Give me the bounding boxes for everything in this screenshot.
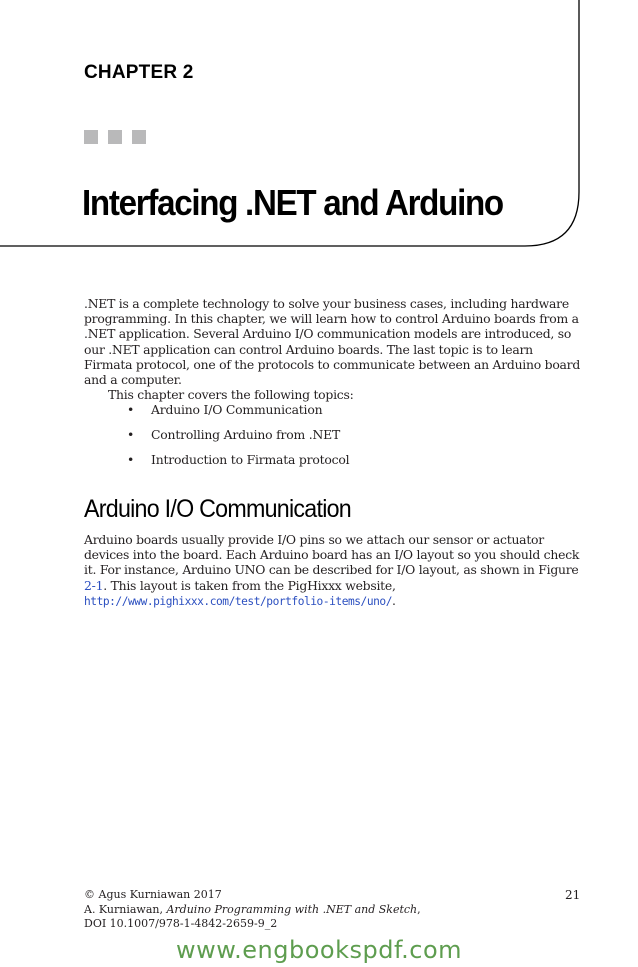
topics-lead-in: This chapter covers the following topics: <box>108 387 354 403</box>
list-item <box>127 427 349 452</box>
chapter-label: CHAPTER 2 <box>84 62 194 83</box>
section-paragraph <box>84 532 584 609</box>
citation-suffix: , <box>417 902 421 916</box>
topic-text: Controlling Arduino from .NET <box>151 427 341 442</box>
bullet-icon: • <box>127 452 135 467</box>
topic-text: Arduino I/O Communication <box>151 402 323 417</box>
list-item <box>127 402 349 427</box>
section-text <box>84 532 584 609</box>
pighixxx-url-link[interactable]: http://www.pighixxx.com/test/portfolio-items/uno/ <box>84 594 392 608</box>
chapter-title: Interfacing .NET and Arduino <box>82 182 503 223</box>
bullet-icon: • <box>127 427 135 442</box>
square-icon <box>132 130 146 144</box>
page-number: 21 <box>565 888 581 902</box>
section-text-end: . <box>392 592 396 608</box>
square-icon <box>108 130 122 144</box>
topics-list <box>127 402 349 477</box>
page-footer <box>84 888 421 932</box>
figure-reference-link[interactable]: 2-1 <box>84 577 104 593</box>
intro-paragraph: .NET is a complete technology to solve your business cases, including hardware programming. In this chapter, we will learn how to control Arduino boards from a .NET application. Several Arduino I/O communication models are introduced, so our .NET application can control Arduino boards. The last topic is to learn Firmata protocol, one of the protocols to communicate between an Arduino board and a computer. <box>84 296 581 388</box>
citation-prefix: A. Kurniawan, <box>84 902 167 916</box>
bullet-icon: • <box>127 402 135 417</box>
decorative-squares <box>84 130 146 144</box>
section-text-part: . This layout is taken from the PigHixxx website, <box>103 577 396 593</box>
copyright-line: © Agus Kurniawan 2017 <box>84 888 222 901</box>
section-text-part: Arduino boards usually provide I/O pins so we attach our sensor or actuator devices into the board. Each Arduino board has an I/O layout so you should check it. For instance, Arduino UNO can be described for I/O layout, as shown in Figure <box>84 532 580 578</box>
section-heading: Arduino I/O Communication <box>84 495 351 523</box>
citation-line <box>84 903 421 918</box>
square-icon <box>84 130 98 144</box>
list-item <box>127 452 349 477</box>
citation-title: Arduino Programming with .NET and Sketch <box>166 902 418 916</box>
watermark-text: www.engbookspdf.com <box>175 936 463 964</box>
doi-line: DOI 10.1007/978-1-4842-2659-9_2 <box>84 917 278 930</box>
topic-text: Introduction to Firmata protocol <box>151 452 350 467</box>
intro-text <box>84 296 584 402</box>
